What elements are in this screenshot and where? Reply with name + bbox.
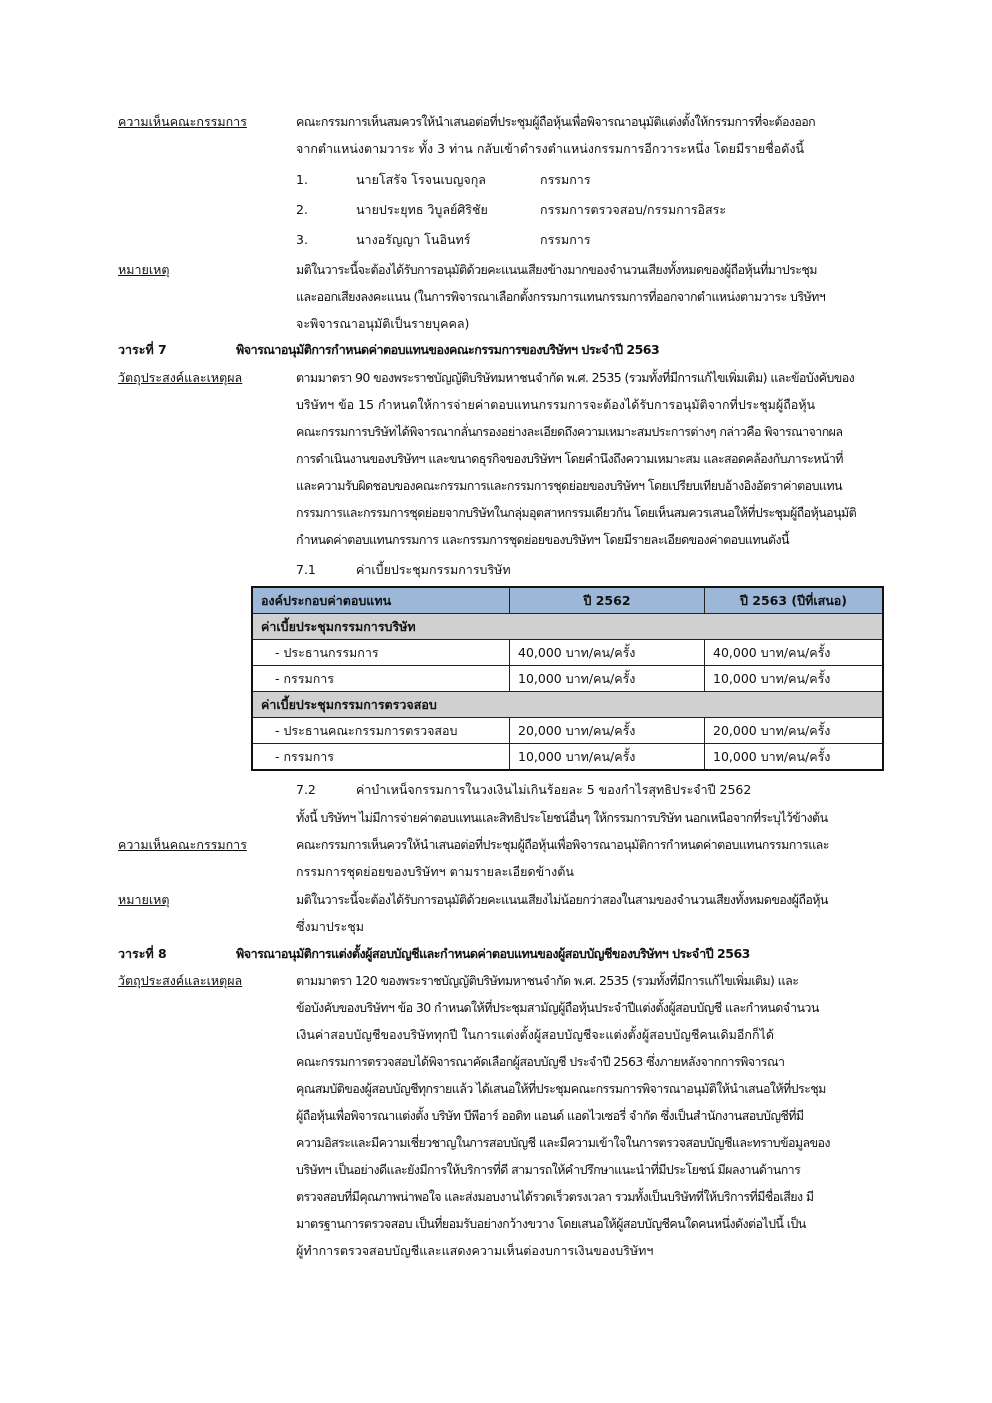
board-opinion-label: ความเห็นคณะกรรมการ — [118, 114, 247, 129]
table-row — [252, 640, 883, 666]
table-cell: 20,000 บาท/คน/ครั้ง — [705, 718, 884, 744]
agenda-label: วาระที่ 8 — [118, 946, 167, 961]
text-line: คณะกรรมการเห็นควรให้นำเสนอต่อที่ประชุมผู้ถือหุ้นเพื่อพิจารณาอนุมัติการกำหนดค่าตอบแทนกรรมการและ — [296, 837, 829, 852]
text-line: ความอิสระและมีความเชี่ยวชาญในการสอบบัญชี และมีความเข้าใจในการตรวจสอบบัญชีและทราบข้อมูลของ — [296, 1135, 830, 1150]
objective-label: วัตถุประสงค์และเหตุผล — [118, 973, 243, 988]
director-position: กรรมการ — [540, 172, 591, 187]
text-line: คณะกรรมการบริษัทได้พิจารณากลั่นกรองอย่างละเอียดถึงความเหมาะสมประการต่างๆ กล่าวคือ พิจารณาจากผล — [296, 424, 843, 439]
text-line: จะพิจารณาอนุมัติเป็นรายบุคคล) — [296, 316, 470, 331]
director-number: 3. — [296, 232, 308, 247]
table-group-row — [252, 692, 883, 718]
item-number: 7.1 — [296, 562, 316, 577]
text-line: และออกเสียงลงคะแนน (ในการพิจารณาเลือกตั้งกรรมการแทนกรรมการที่ออกจากตำแหน่งตามวาระ บริษัทฯ — [296, 289, 826, 304]
text-line: การดำเนินงานของบริษัทฯ และขนาดธุรกิจของบริษัทฯ โดยคำนึงถึงความเหมาะสม และสอดคล้องกับภาระหน้าที่ — [296, 451, 843, 466]
item-number: 7.2 — [296, 782, 316, 797]
text-line: คณะกรรมการตรวจสอบได้พิจารณาคัดเลือกผู้สอบบัญชี ประจำปี 2563 ซึ่งภายหลังจากการพิจารณา — [296, 1054, 785, 1069]
text-line: ผู้ทำการตรวจสอบบัญชีและแสดงความเห็นต่องบการเงินของบริษัทฯ — [296, 1243, 654, 1258]
meeting-fee-table — [251, 586, 884, 771]
text-line: บริษัทฯ เป็นอย่างดีและยังมีการให้บริการที่ดี สามารถให้คำปรึกษาแนะนำที่มีประโยชน์ มีผลงานด้านการ — [296, 1162, 801, 1177]
table-cell: 10,000 บาท/คน/ครั้ง — [510, 666, 705, 692]
remark-label: หมายเหตุ — [118, 892, 170, 907]
item-text: ค่าบำเหน็จกรรมการในวงเงินไม่เกินร้อยละ 5 ของกำไรสุทธิประจำปี 2562 — [356, 782, 752, 797]
text-line: กำหนดค่าตอบแทนกรรมการ และกรรมการชุดย่อยของบริษัทฯ โดยมีรายละเอียดของค่าตอบแทนดังนี้ — [296, 532, 789, 547]
remark-text — [296, 886, 888, 940]
table-row — [252, 744, 883, 771]
table-cell: - ประธานกรรมการ — [252, 640, 510, 666]
table-cell: 20,000 บาท/คน/ครั้ง — [510, 718, 705, 744]
remark-label: หมายเหตุ — [118, 262, 170, 277]
text-line: มติในวาระนี้จะต้องได้รับการอนุมัติด้วยคะแนนเสียงไม่น้อยกว่าสองในสามของจำนวนเสียงทั้งหมดของผู้ถือหุ้น — [296, 892, 828, 907]
agenda-8-header — [118, 940, 888, 967]
director-name: นายประยุทธ วิบูลย์ศิริชัย — [356, 202, 488, 217]
table-group-row — [252, 614, 883, 640]
text-line: มาตรฐานการตรวจสอบ เป็นที่ยอมรับอย่างกว้างขวาง โดยเสนอให้ผู้สอบบัญชีคนใดคนหนึ่งดังต่อไปนี้ เป็น — [296, 1216, 806, 1231]
board-opinion-label: ความเห็นคณะกรรมการ — [118, 837, 247, 852]
note-text — [296, 804, 888, 831]
text-line: ซึ่งมาประชุม — [296, 919, 364, 934]
table-cell: 10,000 บาท/คน/ครั้ง — [705, 666, 884, 692]
column-header: องค์ประกอบค่าตอบแทน — [252, 587, 510, 614]
text-line: บริษัทฯ ข้อ 15 กำหนดให้การจ่ายค่าตอบแทนกรรมการจะต้องได้รับการอนุมัติจากที่ประชุมผู้ถือหุ้น — [296, 397, 816, 412]
text-line: กรรมการและกรรมการชุดย่อยจากบริษัทในกลุ่มอุตสาหกรรมเดียวกัน โดยเห็นสมควรเสนอให้ที่ประชุมผู้ถือหุ้นอนุมัติ — [296, 505, 857, 520]
director-number: 2. — [296, 202, 308, 217]
objective-text — [296, 364, 888, 553]
objective-label: วัตถุประสงค์และเหตุผล — [118, 370, 243, 385]
director-position: กรรมการตรวจสอบ/กรรมการอิสระ — [540, 202, 727, 217]
table-cell: - กรรมการ — [252, 744, 510, 771]
table-cell: 40,000 บาท/คน/ครั้ง — [510, 640, 705, 666]
agenda-title: พิจารณาอนุมัติการกำหนดค่าตอบแทนของคณะกรรมการของบริษัทฯ ประจำปี 2563 — [236, 342, 660, 357]
group-title: ค่าเบี้ยประชุมกรรมการบริษัท — [252, 614, 883, 640]
group-title: ค่าเบี้ยประชุมกรรมการตรวจสอบ — [252, 692, 883, 718]
text-line: ตามมาตรา 120 ของพระราชบัญญัติบริษัทมหาชนจำกัด พ.ศ. 2535 (รวมทั้งที่มีการแก้ไขเพิ่มเติม) และ — [296, 973, 799, 988]
remark-text — [296, 256, 888, 337]
column-header: ปี 2562 — [510, 587, 705, 614]
table-header-row — [252, 587, 883, 614]
director-position: กรรมการ — [540, 232, 591, 247]
table-cell: 10,000 บาท/คน/ครั้ง — [705, 744, 884, 771]
text-line: กรรมการชุดย่อยของบริษัทฯ ตามรายละเอียดข้างต้น — [296, 864, 574, 879]
text-line: เงินค่าสอบบัญชีของบริษัททุกปี ในการแต่งตั้งผู้สอบบัญชีจะแต่งตั้งผู้สอบบัญชีคนเดิมอีกก็ได้ — [296, 1027, 774, 1042]
column-header: ปี 2563 (ปีที่เสนอ) — [705, 587, 884, 614]
text-line: และความรับผิดชอบของคณะกรรมการและกรรมการชุดย่อยของบริษัทฯ โดยเปรียบเทียบอ้างอิงอัตราค่าตอบแทน — [296, 478, 842, 493]
text-line: มติในวาระนี้จะต้องได้รับการอนุมัติด้วยคะแนนเสียงข้างมากของจำนวนเสียงทั้งหมดของผู้ถือหุ้นที่มาประชุม — [296, 262, 817, 277]
text-line: คณะกรรมการเห็นสมควรให้นำเสนอต่อที่ประชุมผู้ถือหุ้นเพื่อพิจารณาอนุมัติแต่งตั้งให้กรรมการที่จะต้องออก — [296, 114, 816, 129]
table-cell: - กรรมการ — [252, 666, 510, 692]
board-opinion-text — [296, 831, 888, 885]
table-cell: 10,000 บาท/คน/ครั้ง — [510, 744, 705, 771]
text-line: คุณสมบัติของผู้สอบบัญชีทุกรายแล้ว ได้เสนอให้ที่ประชุมคณะกรรมการพิจารณาอนุมัติให้นำเสนอให้ที่ประชุม — [296, 1081, 826, 1096]
text-line: ตรวจสอบที่มีคุณภาพน่าพอใจ และส่งมอบงานได้รวดเร็วตรงเวลา รวมทั้งเป็นบริษัทที่ให้บริการที่มีชื่อเสียง มี — [296, 1189, 814, 1204]
item-text: ค่าเบี้ยประชุมกรรมการบริษัท — [356, 562, 511, 577]
table-row — [252, 666, 883, 692]
text-line: ผู้ถือหุ้นเพื่อพิจารณาแต่งตั้ง บริษัท บีพีอาร์ ออดิท แอนด์ แอดไวเซอรี่ จำกัด ซึ่งเป็นสำนักงานสอบบัญชีที่มี — [296, 1108, 804, 1123]
agenda-7-header — [118, 336, 888, 363]
agenda-title: พิจารณาอนุมัติการแต่งตั้งผู้สอบบัญชีและกำหนดค่าตอบแทนของผู้สอบบัญชีของบริษัทฯ ประจำปี 2563 — [236, 946, 750, 961]
objective-text — [296, 967, 888, 1264]
text-line: จากตำแหน่งตามวาระ ทั้ง 3 ท่าน กลับเข้าดำรงตำแหน่งกรรมการอีกวาระหนึ่ง โดยมีรายชื่อดังนี้ — [296, 141, 805, 156]
agenda-label: วาระที่ 7 — [118, 342, 167, 357]
text-line: ทั้งนี้ บริษัทฯ ไม่มีการจ่ายค่าตอบแทนและสิทธิประโยชน์อื่นๆ ให้กรรมการบริษัท นอกเหนือจากที่ระบุไว้ข้างต้น — [296, 810, 828, 825]
director-number: 1. — [296, 172, 308, 187]
director-name: นายโสรัจ โรจนเบญจกุล — [356, 172, 486, 187]
table-cell: 40,000 บาท/คน/ครั้ง — [705, 640, 884, 666]
board-opinion-text — [296, 108, 888, 162]
text-line: ข้อบังคับของบริษัทฯ ข้อ 30 กำหนดให้ที่ประชุมสามัญผู้ถือหุ้นประจำปีแต่งตั้งผู้สอบบัญชี และกำหนดจำนวน — [296, 1000, 819, 1015]
text-line: ตามมาตรา 90 ของพระราชบัญญัติบริษัทมหาชนจำกัด พ.ศ. 2535 (รวมทั้งที่มีการแก้ไขเพิ่มเติม) และข้อบังคับของ — [296, 370, 855, 385]
director-name: นางอรัญญา โนอินทร์ — [356, 232, 471, 247]
table-cell: - ประธานคณะกรรมการตรวจสอบ — [252, 718, 510, 744]
table-row — [252, 718, 883, 744]
